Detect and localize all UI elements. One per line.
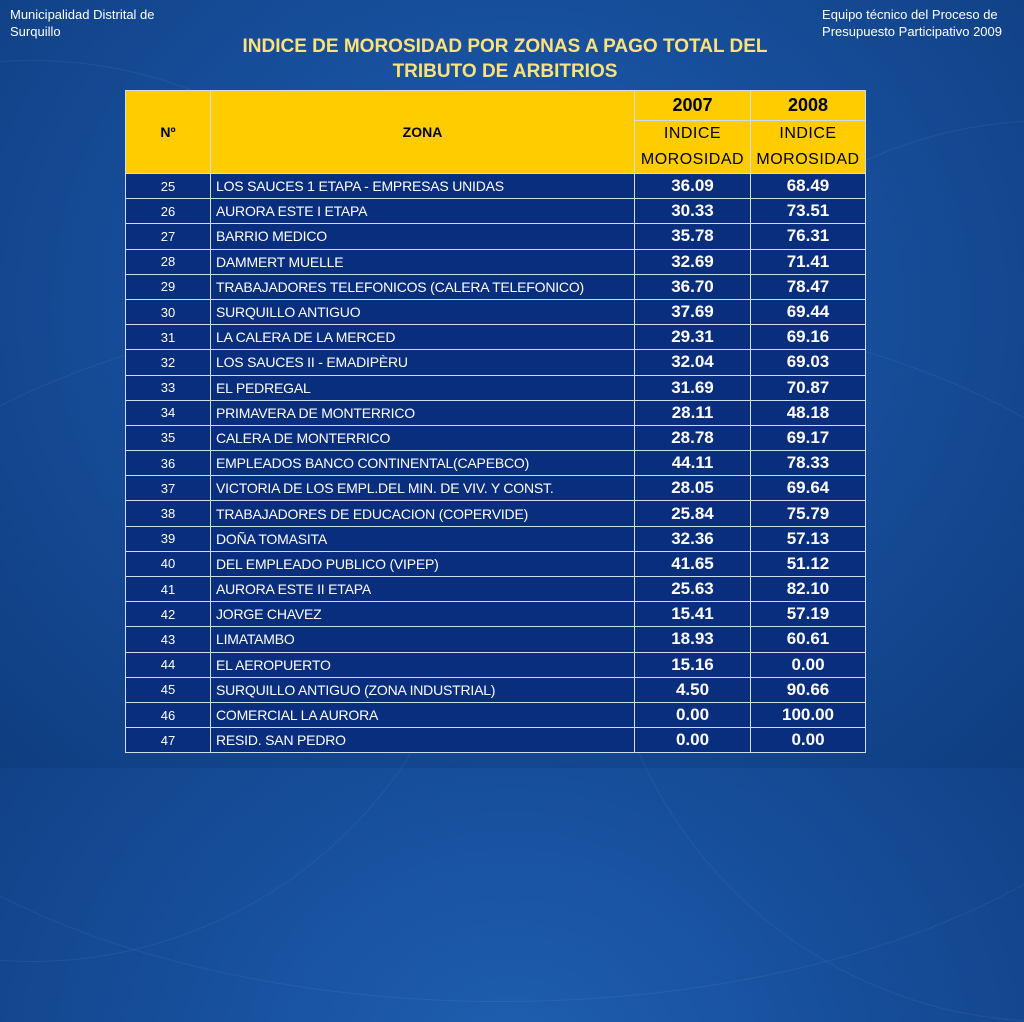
table-row	[126, 476, 866, 501]
row-value-2007: 0.00	[635, 702, 751, 727]
row-number: 40	[126, 551, 211, 576]
table-row	[126, 350, 866, 375]
row-number: 39	[126, 526, 211, 551]
row-zona: AURORA ESTE I ETAPA	[211, 199, 635, 224]
row-value-2008: 57.13	[751, 526, 866, 551]
row-value-2008: 51.12	[751, 551, 866, 576]
row-number: 33	[126, 375, 211, 400]
row-value-2008: 69.17	[751, 425, 866, 450]
table-row	[126, 249, 866, 274]
row-number: 27	[126, 224, 211, 249]
row-value-2008: 48.18	[751, 400, 866, 425]
row-number: 43	[126, 627, 211, 652]
row-value-2008: 69.03	[751, 350, 866, 375]
slide-title	[130, 34, 880, 84]
row-value-2008: 0.00	[751, 652, 866, 677]
row-zona: EL PEDREGAL	[211, 375, 635, 400]
row-value-2007: 28.11	[635, 400, 751, 425]
row-value-2008: 76.31	[751, 224, 866, 249]
header-year-2008: 2008	[751, 91, 866, 121]
row-value-2007: 25.84	[635, 501, 751, 526]
table-row	[126, 451, 866, 476]
row-number: 42	[126, 602, 211, 627]
row-number: 28	[126, 249, 211, 274]
table-row	[126, 174, 866, 199]
row-value-2008: 100.00	[751, 702, 866, 727]
row-value-2007: 44.11	[635, 451, 751, 476]
table-row	[126, 325, 866, 350]
row-value-2008: 70.87	[751, 375, 866, 400]
row-zona: DOÑA TOMASITA	[211, 526, 635, 551]
row-number: 44	[126, 652, 211, 677]
row-zona: LIMATAMBO	[211, 627, 635, 652]
row-value-2007: 15.41	[635, 602, 751, 627]
row-zona: COMERCIAL LA AURORA	[211, 702, 635, 727]
row-zona: EL AEROPUERTO	[211, 652, 635, 677]
row-value-2007: 32.69	[635, 249, 751, 274]
row-number: 35	[126, 425, 211, 450]
table-row	[126, 551, 866, 576]
row-value-2007: 18.93	[635, 627, 751, 652]
row-number: 46	[126, 702, 211, 727]
row-value-2007: 29.31	[635, 325, 751, 350]
row-number: 31	[126, 325, 211, 350]
title-line-2: TRIBUTO DE ARBITRIOS	[392, 61, 618, 82]
row-zona: VICTORIA DE LOS EMPL.DEL MIN. DE VIV. Y CONST.	[211, 476, 635, 501]
row-value-2008: 60.61	[751, 627, 866, 652]
table-row	[126, 652, 866, 677]
header-indice-label: INDICE	[663, 125, 722, 142]
row-value-2007: 36.09	[635, 174, 751, 199]
header-number: Nº	[126, 91, 211, 174]
table-row	[126, 677, 866, 702]
row-value-2008: 57.19	[751, 602, 866, 627]
row-value-2008: 90.66	[751, 677, 866, 702]
row-value-2008: 69.16	[751, 325, 866, 350]
row-number: 26	[126, 199, 211, 224]
row-value-2007: 36.70	[635, 274, 751, 299]
row-zona: SURQUILLO ANTIGUO	[211, 299, 635, 324]
row-zona: SURQUILLO ANTIGUO (ZONA INDUSTRIAL)	[211, 677, 635, 702]
row-number: 34	[126, 400, 211, 425]
row-value-2007: 30.33	[635, 199, 751, 224]
row-number: 45	[126, 677, 211, 702]
row-value-2007: 15.16	[635, 652, 751, 677]
row-value-2007: 37.69	[635, 299, 751, 324]
header-indice-2008	[751, 121, 866, 174]
row-value-2008: 69.64	[751, 476, 866, 501]
row-zona: AURORA ESTE II ETAPA	[211, 577, 635, 602]
row-value-2008: 78.33	[751, 451, 866, 476]
organization-line-2: Surquillo	[10, 24, 61, 39]
row-value-2008: 78.47	[751, 274, 866, 299]
table-row	[126, 702, 866, 727]
row-value-2008: 71.41	[751, 249, 866, 274]
row-value-2007: 41.65	[635, 551, 751, 576]
row-number: 25	[126, 174, 211, 199]
row-value-2007: 32.36	[635, 526, 751, 551]
row-number: 47	[126, 728, 211, 753]
team-line-1: Equipo técnico del Proceso de	[822, 7, 998, 22]
row-zona: LOS SAUCES II - EMADIPÈRU	[211, 350, 635, 375]
row-zona: BARRIO MEDICO	[211, 224, 635, 249]
row-number: 37	[126, 476, 211, 501]
row-zona: CALERA DE MONTERRICO	[211, 425, 635, 450]
row-zona: TRABAJADORES TELEFONICOS (CALERA TELEFONICO)	[211, 274, 635, 299]
row-zona: LA CALERA DE LA MERCED	[211, 325, 635, 350]
table-row	[126, 375, 866, 400]
row-zona: RESID. SAN PEDRO	[211, 728, 635, 753]
row-value-2007: 28.05	[635, 476, 751, 501]
table-row	[126, 299, 866, 324]
row-zona: EMPLEADOS BANCO CONTINENTAL(CAPEBCO)	[211, 451, 635, 476]
header-indice-label: INDICE	[779, 125, 837, 142]
row-number: 29	[126, 274, 211, 299]
table-row	[126, 526, 866, 551]
table-row	[126, 577, 866, 602]
header-year-2007: 2007	[635, 91, 751, 121]
row-value-2007: 32.04	[635, 350, 751, 375]
row-zona: DEL EMPLEADO PUBLICO (VIPEP)	[211, 551, 635, 576]
row-value-2008: 82.10	[751, 577, 866, 602]
header-zona: ZONA	[211, 91, 635, 174]
table-row	[126, 728, 866, 753]
row-value-2008: 73.51	[751, 199, 866, 224]
row-number: 36	[126, 451, 211, 476]
table-row	[126, 501, 866, 526]
header-morosidad-label: MOROSIDAD	[640, 151, 745, 168]
row-value-2008: 75.79	[751, 501, 866, 526]
row-value-2008: 0.00	[751, 728, 866, 753]
row-number: 32	[126, 350, 211, 375]
row-zona: JORGE CHAVEZ	[211, 602, 635, 627]
table-row	[126, 274, 866, 299]
row-zona: PRIMAVERA DE MONTERRICO	[211, 400, 635, 425]
row-value-2007: 31.69	[635, 375, 751, 400]
table-row	[126, 602, 866, 627]
row-value-2008: 68.49	[751, 174, 866, 199]
table-row	[126, 199, 866, 224]
header-indice-2007	[635, 121, 751, 174]
row-zona: DAMMERT MUELLE	[211, 249, 635, 274]
row-value-2007: 0.00	[635, 728, 751, 753]
title-line-1: INDICE DE MOROSIDAD POR ZONAS A PAGO TOTAL DEL	[242, 36, 768, 57]
row-zona: TRABAJADORES DE EDUCACION (COPERVIDE)	[211, 501, 635, 526]
table-row	[126, 627, 866, 652]
table-body	[126, 174, 866, 753]
row-value-2007: 28.78	[635, 425, 751, 450]
row-value-2007: 35.78	[635, 224, 751, 249]
row-number: 41	[126, 577, 211, 602]
row-value-2007: 4.50	[635, 677, 751, 702]
header-morosidad-label: MOROSIDAD	[756, 151, 860, 168]
organization-line-1: Municipalidad Distrital de	[10, 7, 155, 22]
row-value-2007: 25.63	[635, 577, 751, 602]
row-number: 38	[126, 501, 211, 526]
table-row	[126, 425, 866, 450]
row-value-2008: 69.44	[751, 299, 866, 324]
row-zona: LOS SAUCES 1 ETAPA - EMPRESAS UNIDAS	[211, 174, 635, 199]
row-number: 30	[126, 299, 211, 324]
table-row	[126, 224, 866, 249]
team-line-2: Presupuesto Participativo 2009	[822, 24, 1002, 39]
table-row	[126, 400, 866, 425]
morosidad-table	[125, 90, 866, 753]
